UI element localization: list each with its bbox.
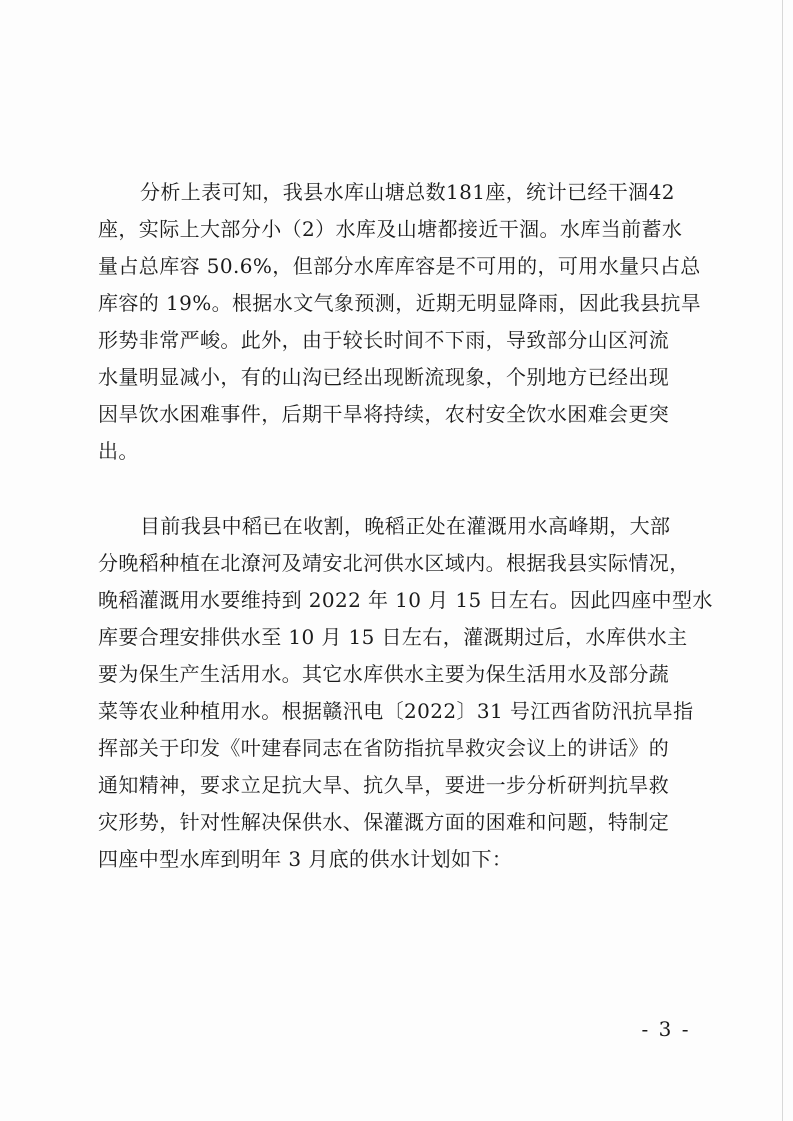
paragraph-1-line-1: 分析上表可知，我县水库山塘总数181座，统计已经干涸42 bbox=[140, 180, 675, 204]
paragraph-2-line-2: 分晚稻种植在北潦河及靖安北河供水区域内。根据我县实际情况， bbox=[98, 551, 690, 575]
paragraph-1-line-5: 形势非常严峻。此外，由于较长时间不下雨，导致部分山区河流 bbox=[98, 328, 670, 352]
paragraph-1-line-8: 出。 bbox=[98, 439, 139, 463]
paragraph-1-line-2: 座，实际上大部分小（2）水库及山塘都接近干涸。水库当前蓄水 bbox=[98, 217, 683, 241]
paragraph-2-line-3: 晚稻灌溉用水要维持到 2022 年 10 月 15 日左右。因此四座中型水 bbox=[98, 588, 713, 612]
page-number: - 3 - bbox=[641, 1017, 691, 1041]
paragraph-2-line-4: 库要合理安排供水至 10 月 15 日左右，灌溉期过后，水库供水主 bbox=[98, 625, 688, 649]
paragraph-2-line-10: 四座中型水库到明年 3 月底的供水计划如下： bbox=[98, 847, 513, 871]
paragraph-1-line-6: 水量明显减小，有的山沟已经出现断流现象，个别地方已经出现 bbox=[98, 365, 670, 389]
paragraph-2-line-9: 灾形势，针对性解决保供水、保灌溉方面的困难和问题，特制定 bbox=[98, 810, 670, 834]
paragraph-1-line-4: 库容的 19%。根据水文气象预测，近期无明显降雨，因此我县抗旱 bbox=[98, 291, 702, 315]
paragraph-2-line-7: 挥部关于印发《叶建春同志在省防指抗旱救灾会议上的讲话》的 bbox=[98, 736, 670, 760]
paragraph-2-line-5: 要为保生产生活用水。其它水库供水主要为保生活用水及部分蔬 bbox=[98, 662, 670, 686]
paragraph-gap bbox=[98, 470, 698, 508]
paragraph-2-line-6: 菜等农业种植用水。根据赣汛电〔2022〕31 号江西省防汛抗旱指 bbox=[98, 699, 694, 723]
body-text bbox=[98, 174, 713, 878]
paragraph-1-line-3: 量占总库容 50.6%，但部分水库库容是不可用的，可用水量只占总 bbox=[98, 254, 701, 278]
paragraph-1-line-7: 因旱饮水困难事件，后期干旱将持续，农村安全饮水困难会更突 bbox=[98, 402, 670, 426]
paragraph-2-line-1: 目前我县中稻已在收割，晚稻正处在灌溉用水高峰期，大部 bbox=[140, 514, 671, 538]
page-edge-line bbox=[782, 0, 783, 1121]
paragraph-2-line-8: 通知精神，要求立足抗大旱、抗久旱，要进一步分析研判抗旱救 bbox=[98, 773, 670, 797]
